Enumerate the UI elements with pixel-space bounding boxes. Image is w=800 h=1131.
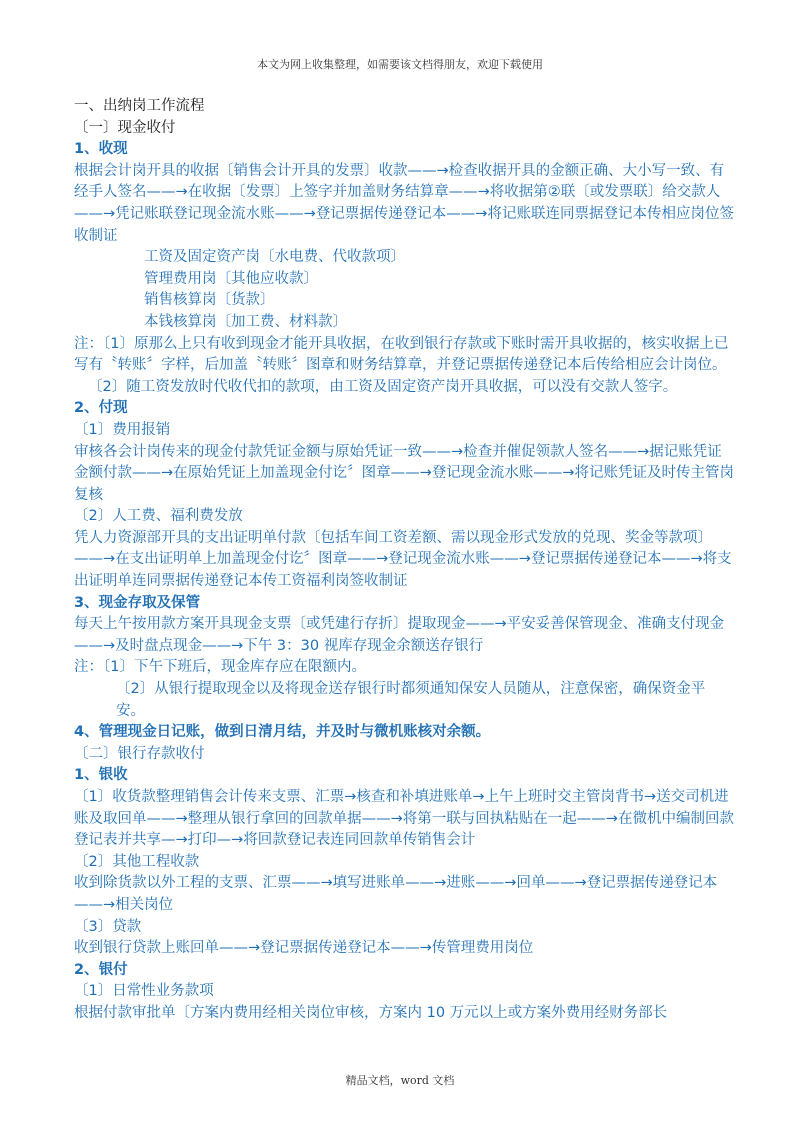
text-line-sub2: 管理费用岗〔其他应收款〕 [144,270,318,287]
text-line-h3-6: 2、银付 [74,961,128,978]
document-body [74,96,734,1025]
text-line-h3-3: 3、现金存取及保管 [74,594,201,611]
text-line-h4-2: 〔2〕人工费、福利费发放 [74,508,243,525]
text-line-h4-4: 〔3〕贷款 [74,918,142,935]
text-line-h2-2: 〔二〕银行存款收付 [74,745,205,762]
text-line-note1: 注：〔1〕原那么上只有收到现金才能开具收据，在收到银行存款或下账时需开具收据的，核实收据上已写有〝转账〞字样，后加盖〝转账〞图章和财务结算章，并登记票据传递登记本后传给相应会计岗位。 [74,335,729,374]
text-line-h3-4: 4、管理现金日记账，做到日清月结，并及时与微机账核对余额。 [74,724,491,741]
page-header: 本文为网上收集整理，如需要该文档得朋友，欢迎下载使用 [257,58,543,71]
text-line-h2-1: 〔一〕现金收付 [74,119,176,136]
text-line-sub4: 本钱核算岗〔加工费、材料款〕 [144,313,347,330]
text-line-p2: 审核各会计岗传来的现金付款凭证金额与原始凭证一致——→检查并催促领款人签名——→据记账凭证金额付款——→在原始凭证上加盖现金付讫〞图章——→登记现金流水账——→将记账凭证及时传主管岗复核 [74,443,734,503]
page-footer: 精品文档，word 文档 [345,1074,455,1087]
text-line-p6: 收到除货款以外工程的支票、汇票——→填写进账单——→进账——→回单——→登记票据传递登记本——→相关岗位 [74,875,718,913]
text-line-h4-3: 〔2〕其他工程收款 [74,853,200,870]
text-line-h4-5: 〔1〕日常性业务款项 [74,983,214,1000]
text-line-p3: 凭人力资源部开具的支出证明单付款〔包括车间工资差额、需以现金形式发放的兑现、奖金等款项〕——→在支出证明单上加盖现金付讫〞图章——→登记现金流水账——→登记票据传递登记本——→将支出证明单连同票据传递登记本传工资福利岗签收制证 [74,529,732,590]
text-line-note3: 注：〔1〕下午下班后，现金库存应在限额内。 [74,659,366,676]
text-line-h3-5: 1、银收 [74,767,128,784]
text-line-sub1: 工资及固定资产岗〔水电费、代收款项〕 [144,249,405,266]
text-line-note4: 〔2〕从银行提取现金以及将现金送存银行时都须通知保安人员随从，注意保密，确保资金平安。 [116,681,706,719]
text-line-h4-1: 〔1〕费用报销 [74,421,171,438]
text-line-p4: 每天上午按用款方案开具现金支票〔或凭建行存折〕提取现金——→平安妥善保管现金、准确支付现金——→及时盘点现金——→下午 3：30 视库存现金余额送存银行 [74,616,725,654]
text-line-p8: 根据付款审批单〔方案内费用经相关岗位审核，方案内 10 万元以上或方案外费用经财务部长 [74,1004,668,1021]
text-line-note2: 〔2〕随工资发放时代收代扣的款项，由工资及固定资产岗开具收据，可以没有交款人签字。 [88,378,678,395]
text-line-h3-1: 1、收现 [74,141,128,158]
text-line-p5: 〔1〕收货款整理销售会计传来支票、汇票→核查和补填进账单→上午上班时交主管岗背书→送交司机进账及取回单——→整理从银行拿回的回款单据——→将第一联与回执粘贴在一起——→在微机中编制回款登记表并共享—→打印—→将回款登记表连同回款单传销售会计 [74,789,734,849]
text-line-p7: 收到银行贷款上账回单——→登记票据传递登记本——→传管理费用岗位 [74,940,534,957]
text-line-sub3: 销售核算岗〔货款〕 [144,292,275,309]
text-line-p1: 根据会计岗开具的收据〔销售会计开具的发票〕收款——→检查收据开具的金额正确、大小写一致、有经手人签名——→在收据〔发票〕上签字并加盖财务结算章——→将收据第②联〔或发票联〕给交款人——→凭记账联登记现金流水账——→登记票据传递登记本——→将记账联连同票据登记本传相应岗位签收制证 [74,162,734,244]
text-line-h3-2: 2、付现 [74,400,128,417]
text-line-h1: 一、出纳岗工作流程 [74,98,205,114]
